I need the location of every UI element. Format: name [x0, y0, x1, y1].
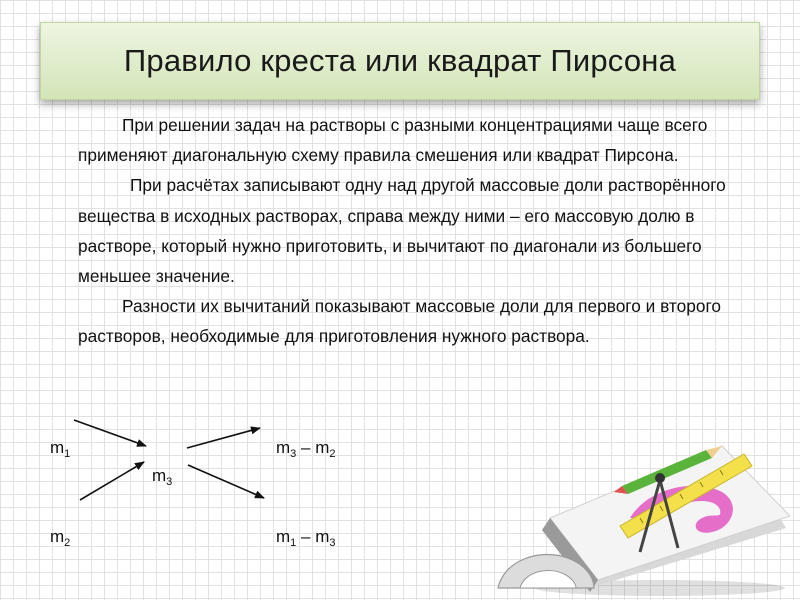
m3-base: m	[152, 466, 167, 485]
label-m2	[50, 527, 70, 549]
diff-top-op: –	[296, 438, 316, 457]
diff-bottom-b-sub: 3	[329, 537, 336, 549]
paragraph-2-text: При расчётах записывают одну над другой массовые доли растворённого вещества в исходных растворах, справа между ними – его массовую долю в растворе, который нужно приготовить, и вычитают по диагонали из большего меньшее значение.	[78, 175, 726, 287]
label-diff-bottom	[276, 527, 336, 549]
slide-title: Правило креста или квадрат Пирсона	[123, 43, 677, 78]
diff-bottom-op: –	[296, 527, 316, 546]
diff-bottom-b: m	[315, 527, 330, 546]
m2-sub: 2	[64, 537, 71, 549]
arrow-m3-to-top	[187, 428, 260, 448]
diff-top-a: m	[276, 438, 291, 457]
arrow-m2-to-m3	[80, 462, 144, 500]
arrow-m3-to-bottom	[188, 465, 264, 498]
arrow-m1-to-m3	[74, 420, 146, 446]
diff-top-a-sub: 3	[290, 448, 297, 460]
diff-bottom-a: m	[276, 527, 291, 546]
m3-sub: 3	[166, 476, 173, 488]
m1-sub: 1	[64, 448, 71, 460]
m2-base: m	[50, 527, 65, 546]
label-m3	[152, 466, 172, 488]
paragraph-1-text: При решении задач на растворы с разными концентрациями чаще всего применяют диагональную схему правила смешения или квадрат Пирсона.	[78, 115, 708, 166]
paragraph-3-text: Разности их вычитаний показывают массовые доли для первого и второго растворов, необходимые для приготовления нужного раствора.	[78, 296, 721, 347]
label-m1	[50, 438, 70, 460]
label-diff-top	[276, 438, 336, 460]
m1-base: m	[50, 438, 65, 457]
diff-top-b-sub: 2	[329, 448, 336, 460]
diff-top-b: m	[315, 438, 330, 457]
diff-bottom-a-sub: 1	[290, 537, 297, 549]
book-stationery-illustration	[490, 420, 790, 598]
